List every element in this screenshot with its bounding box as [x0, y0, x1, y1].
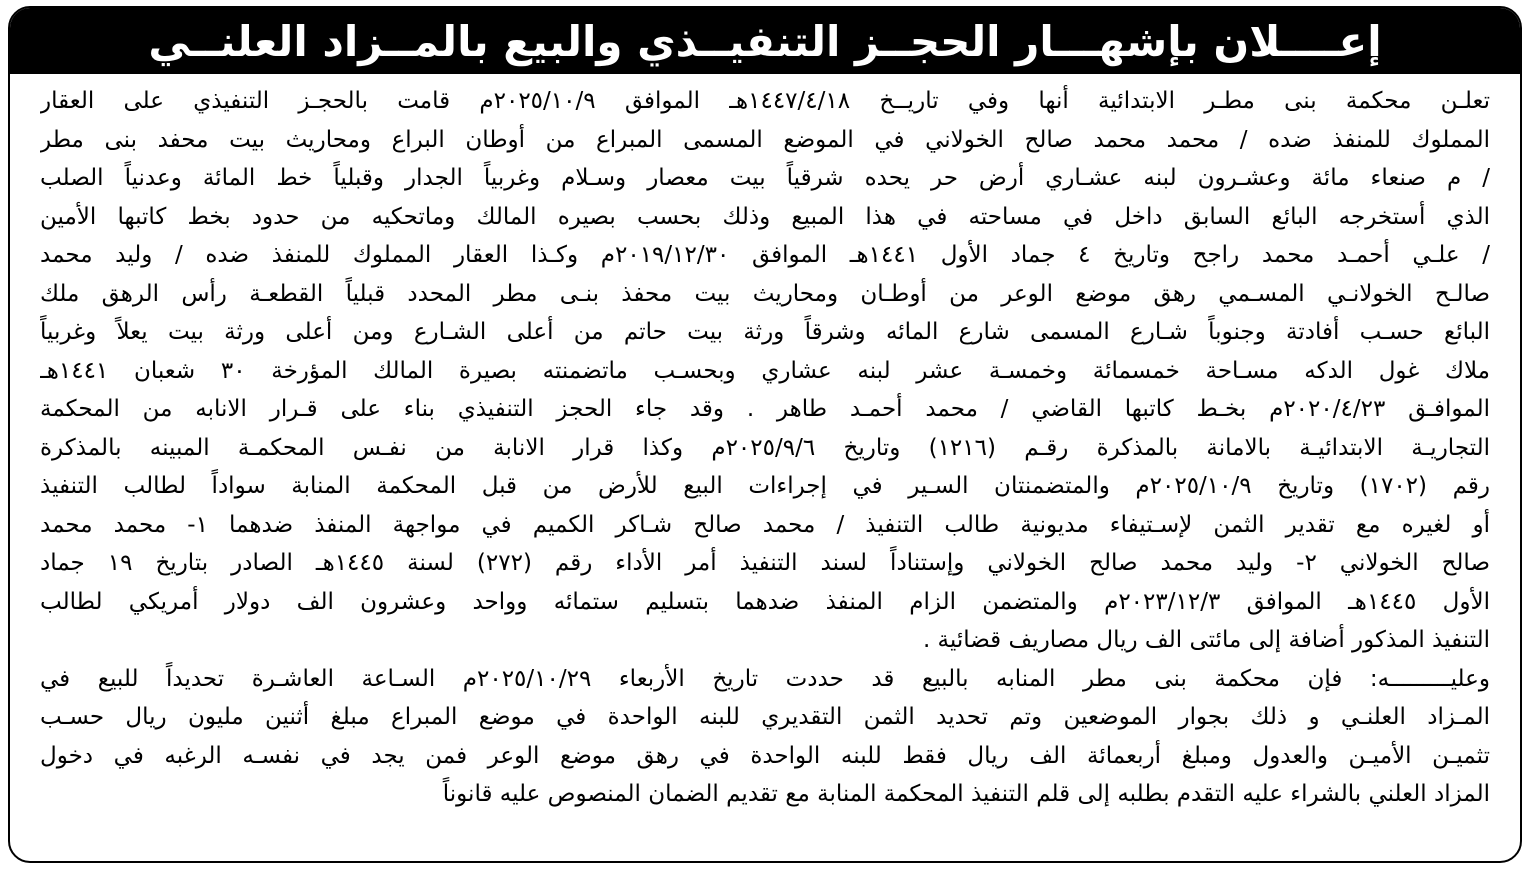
notice-line: الذي أستخرجه البائع السابق داخل في مساحته في هذا المبيع وذلك بحسب بصيره المالك وماتحكيه من حدود بخط كاتبها الأمين: [40, 203, 1490, 230]
notice-line: صالح الخولاني ٢- وليد محمد صالح الخولاني وإستناداً لسند التنفيذ أمر الأداء رقم (٢٧٢) لسنة ١٤٤٥هـ الصادر بتاريخ ١٩ جماد: [40, 550, 1490, 576]
notice-line: أو لغيره مع تقدير الثمن لإسـتيفاء مديونية طالب التنفيذ / محمد صالح شـاكر الكميم في مواجهة المنفذ ضدهما ١- محمد محمد: [40, 511, 1490, 538]
notice-line: تثميـن الأميـن والعدول ومبلغ أربعمائة الف ريال فقط للبنه الواحدة في رهق موضع الوعر فمن يجد في نفسـه الرغبه في دخول: [40, 742, 1490, 769]
notice-line: المزاد العلني بالشراء عليه التقدم بطلبه إلى قلم التنفيذ المحكمة المنابة مع تقديم الضمان المنصوص عليه قانوناً: [442, 781, 1490, 807]
notice-line: التنفيذ المذكور أضافة إلى مائتى الف ريال مصاريف قضائية .: [922, 627, 1490, 653]
notice-header: [10, 8, 1520, 74]
legal-notice: [8, 6, 1522, 863]
notice-line: المملوك للمنفذ ضده / محمد محمد صالح الخولاني في الموضع المسمى المبراع من أوطان البراع ومحاريث بيت محفد بنى مطر: [40, 126, 1490, 153]
notice-line: الموافـق ٢٠٢٠/٤/٢٣م بخـط كاتبها القاضي / محمد أحمـد طاهر . وقد جاء الحجز التنفيذي بناء على قـرار الانابه من المحكمة: [40, 396, 1490, 422]
notice-line: / م صنعاء مائة وعشـرون لبنه عشـاري أرض حر يحده شرقياً بيت معصار وسـلام وغربياً الجدار وقبلياً خط المائة وعدنياً الصلب: [40, 165, 1490, 191]
notice-line: صالـح الخولانـي المسـمي رهق موضع الوعر من أوطـان ومحاريث بيت محفذ بنـى مطر المحدد قبلياً القطعـة رأس الرهق ملك: [40, 280, 1490, 307]
notice-line: المـزاد العلنـي و ذلك بجوار الموضعين وتم تحديد الثمن التقديري للبنه الواحدة في موضع المبراع مبلغ أثنين مليون ريال حسـب: [40, 704, 1490, 730]
notice-line: رقم (١٧٠٢) وتاريخ ٢٠٢٥/١٠/٩م والمتضمنتان السـير في إجراءات البيع للأرض من قبل المحكمة المنابة سواداً لطالب التنفيذ: [40, 473, 1490, 499]
notice-line: وعليـــــــــه: فإن محكمة بنى مطر المنابه بالبيع قد حددت تاريخ الأربعاء ٢٠٢٥/١٠/٢٩م السـاعة العاشـرة تحديداً للبيع في: [40, 665, 1490, 692]
notice-body: [40, 82, 1490, 851]
notice-line: تعلـن محكمة بنى مطـر الابتدائية أنها وفي تاريــخ ١٤٤٧/٤/١٨هـ الموافق ٢٠٢٥/١٠/٩م قامت بالحجـز التنفيذي على العقار: [40, 88, 1490, 114]
notice-line: / علـي أحمـد محمد راجح وتاريخ ٤ جماد الأول ١٤٤١هـ الموافق ٢٠١٩/١٢/٣٠م وكـذا العقار المملوك للمنفذ ضده / وليد محمد: [40, 242, 1490, 268]
notice-line: الأول ١٤٤٥هـ الموافق ٢٠٢٣/١٢/٣م والمتضمن الزام المنفذ ضدهما بتسليم ستمائه وواحد وعشرون الف دولار أمريكي لطالب: [40, 588, 1490, 615]
notice-line: ملاك غول الدكه مسـاحة خمسمائة وخمسـة عشر لبنه عشاري وبحسـب ماتضمنته بصيرة المالك المؤرخة ٣٠ شعبان ١٤٤١هـ: [40, 357, 1490, 384]
notice-line: التجاريـة الابتدائيـة بالامانة بالمذكرة رقـم (١٢١٦) وتاريخ ٢٠٢٥/٩/٦م وكذا قرار الانابة من نفـس المحكمـة المبينه بالمذكرة: [40, 434, 1490, 461]
notice-line: البائع حسـب أفادتة وجنوباً شـارع المسمى شارع المائه وشرقاً ورثة بيت حاتم من أعلى الشـارع ومن أعلى ورثة بيت يعلاً وغربياً: [40, 319, 1490, 345]
notice-title: إعــــلان بإشهـــار الحجــز التنفيــذي والبيع بالمــزاد العلنــي: [148, 16, 1382, 66]
